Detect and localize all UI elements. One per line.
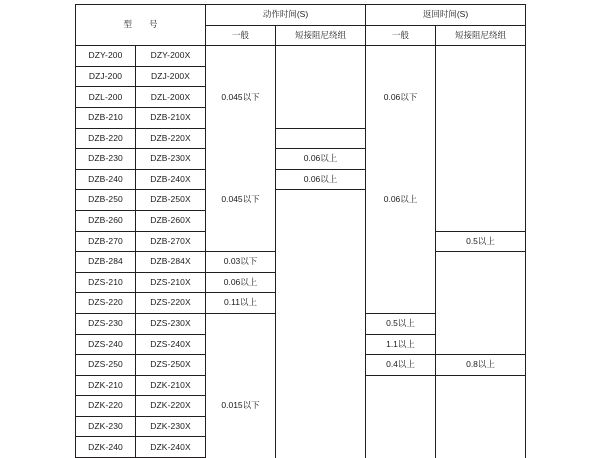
cell-model-b: DZS-240X [136,334,206,355]
cell-action-general [206,210,276,231]
cell-model-b: DZB-284X [136,252,206,273]
header-action-time: 动作时间(S) [206,5,366,26]
cell-model-a: DZB-220 [76,128,136,149]
cell-action-shorted [276,334,366,355]
cell-model-b: DZB-240X [136,169,206,190]
cell-action-general [206,169,276,190]
table-row [76,231,526,252]
cell-model-b: DZK-210X [136,375,206,396]
cell-return-shorted [436,293,526,314]
cell-return-shorted [436,416,526,437]
cell-return-general: 0.4以上 [366,355,436,376]
cell-action-shorted [276,210,366,231]
cell-return-general [366,375,436,396]
table-row [76,437,526,458]
table-header-row-top [76,5,526,26]
cell-return-general [366,46,436,67]
cell-model-a: DZS-210 [76,272,136,293]
cell-action-shorted [276,293,366,314]
cell-return-shorted [436,396,526,417]
cell-action-general: 0.06以上 [206,272,276,293]
cell-model-b: DZS-210X [136,272,206,293]
header-return-general: 一般 [366,25,436,46]
table-row [76,128,526,149]
cell-model-b: DZK-220X [136,396,206,417]
cell-action-general [206,46,276,67]
header-action-shorted: 短接阻尼绕组 [276,25,366,46]
cell-model-b: DZB-250X [136,190,206,211]
cell-return-shorted [436,149,526,170]
cell-return-general [366,437,436,458]
cell-return-shorted [436,66,526,87]
cell-model-b: DZS-220X [136,293,206,314]
cell-return-shorted [436,210,526,231]
cell-return-general [366,231,436,252]
table-row [76,416,526,437]
table-row [76,334,526,355]
cell-return-general: 0.06以上 [366,190,436,211]
table-row [76,107,526,128]
header-model: 型 号 [76,5,206,46]
cell-return-general [366,396,436,417]
cell-action-shorted [276,375,366,396]
cell-action-shorted: 0.06以上 [276,149,366,170]
cell-model-a: DZK-230 [76,416,136,437]
cell-action-general [206,149,276,170]
cell-action-general: 0.03以下 [206,252,276,273]
cell-model-a: DZJ-200 [76,66,136,87]
cell-model-a: DZB-284 [76,252,136,273]
cell-model-a: DZB-240 [76,169,136,190]
table-row [76,375,526,396]
cell-action-shorted [276,46,366,67]
cell-return-shorted: 0.8以上 [436,355,526,376]
cell-model-a: DZB-250 [76,190,136,211]
cell-model-b: DZB-270X [136,231,206,252]
cell-model-a: DZB-270 [76,231,136,252]
cell-return-shorted [436,313,526,334]
cell-action-shorted [276,396,366,417]
cell-action-shorted [276,272,366,293]
cell-return-shorted [436,252,526,273]
cell-return-shorted [436,87,526,108]
cell-model-a: DZS-240 [76,334,136,355]
cell-return-shorted [436,334,526,355]
cell-model-a: DZK-220 [76,396,136,417]
cell-return-general [366,272,436,293]
header-return-time: 返回时间(S) [366,5,526,26]
cell-model-b: DZB-220X [136,128,206,149]
cell-return-general: 1.1以上 [366,334,436,355]
cell-return-general [366,128,436,149]
cell-return-general [366,149,436,170]
cell-action-general [206,375,276,396]
cell-action-shorted [276,252,366,273]
table-row [76,87,526,108]
table-row [76,293,526,314]
cell-return-general [366,66,436,87]
cell-model-b: DZS-230X [136,313,206,334]
cell-return-general [366,169,436,190]
cell-model-b: DZJ-200X [136,66,206,87]
table-row [76,396,526,417]
cell-model-b: DZY-200X [136,46,206,67]
table-row [76,190,526,211]
cell-return-shorted: 0.5以上 [436,231,526,252]
cell-return-shorted [436,128,526,149]
cell-model-a: DZK-210 [76,375,136,396]
cell-model-a: DZB-230 [76,149,136,170]
cell-action-general [206,334,276,355]
cell-action-general [206,437,276,458]
cell-action-general [206,313,276,334]
cell-action-general [206,66,276,87]
table-row [76,252,526,273]
cell-return-general [366,107,436,128]
cell-return-shorted [436,190,526,211]
table-row [76,313,526,334]
cell-action-general [206,416,276,437]
cell-action-shorted [276,355,366,376]
cell-model-b: DZK-230X [136,416,206,437]
cell-action-shorted [276,231,366,252]
cell-action-shorted [276,66,366,87]
cell-action-shorted [276,128,366,149]
cell-action-shorted [276,313,366,334]
cell-action-general [206,355,276,376]
cell-action-general: 0.11以上 [206,293,276,314]
cell-return-shorted [436,272,526,293]
header-return-shorted: 短接阻尼绕组 [436,25,526,46]
cell-model-b: DZK-240X [136,437,206,458]
cell-model-a: DZS-230 [76,313,136,334]
cell-model-b: DZB-210X [136,107,206,128]
cell-model-a: DZB-260 [76,210,136,231]
table-row [76,355,526,376]
cell-return-shorted [436,437,526,458]
table-row [76,46,526,67]
cell-model-a: DZS-250 [76,355,136,376]
cell-action-general: 0.045以下 [206,87,276,108]
cell-model-a: DZK-240 [76,437,136,458]
cell-return-general [366,252,436,273]
table-row [76,210,526,231]
cell-action-general: 0.045以下 [206,190,276,211]
header-action-general: 一般 [206,25,276,46]
table-row [76,272,526,293]
spec-table [75,4,526,458]
cell-return-shorted [436,375,526,396]
cell-action-general: 0.015以下 [206,396,276,417]
table-row [76,169,526,190]
cell-model-a: DZL-200 [76,87,136,108]
cell-return-general [366,416,436,437]
cell-model-b: DZB-260X [136,210,206,231]
cell-return-shorted [436,46,526,67]
cell-return-general: 0.5以上 [366,313,436,334]
cell-action-shorted [276,416,366,437]
cell-action-shorted: 0.06以上 [276,169,366,190]
cell-return-shorted [436,107,526,128]
cell-model-a: DZS-220 [76,293,136,314]
cell-return-general [366,210,436,231]
cell-model-b: DZS-250X [136,355,206,376]
cell-return-general [366,293,436,314]
cell-action-general [206,231,276,252]
cell-action-shorted [276,87,366,108]
cell-action-shorted [276,190,366,211]
table-row [76,149,526,170]
cell-action-shorted [276,107,366,128]
cell-return-general: 0.06以下 [366,87,436,108]
cell-action-general [206,107,276,128]
cell-action-general [206,128,276,149]
cell-model-b: DZB-230X [136,149,206,170]
cell-model-b: DZL-200X [136,87,206,108]
cell-model-a: DZY-200 [76,46,136,67]
cell-return-shorted [436,169,526,190]
cell-model-a: DZB-210 [76,107,136,128]
table-row [76,66,526,87]
cell-action-shorted [276,437,366,458]
